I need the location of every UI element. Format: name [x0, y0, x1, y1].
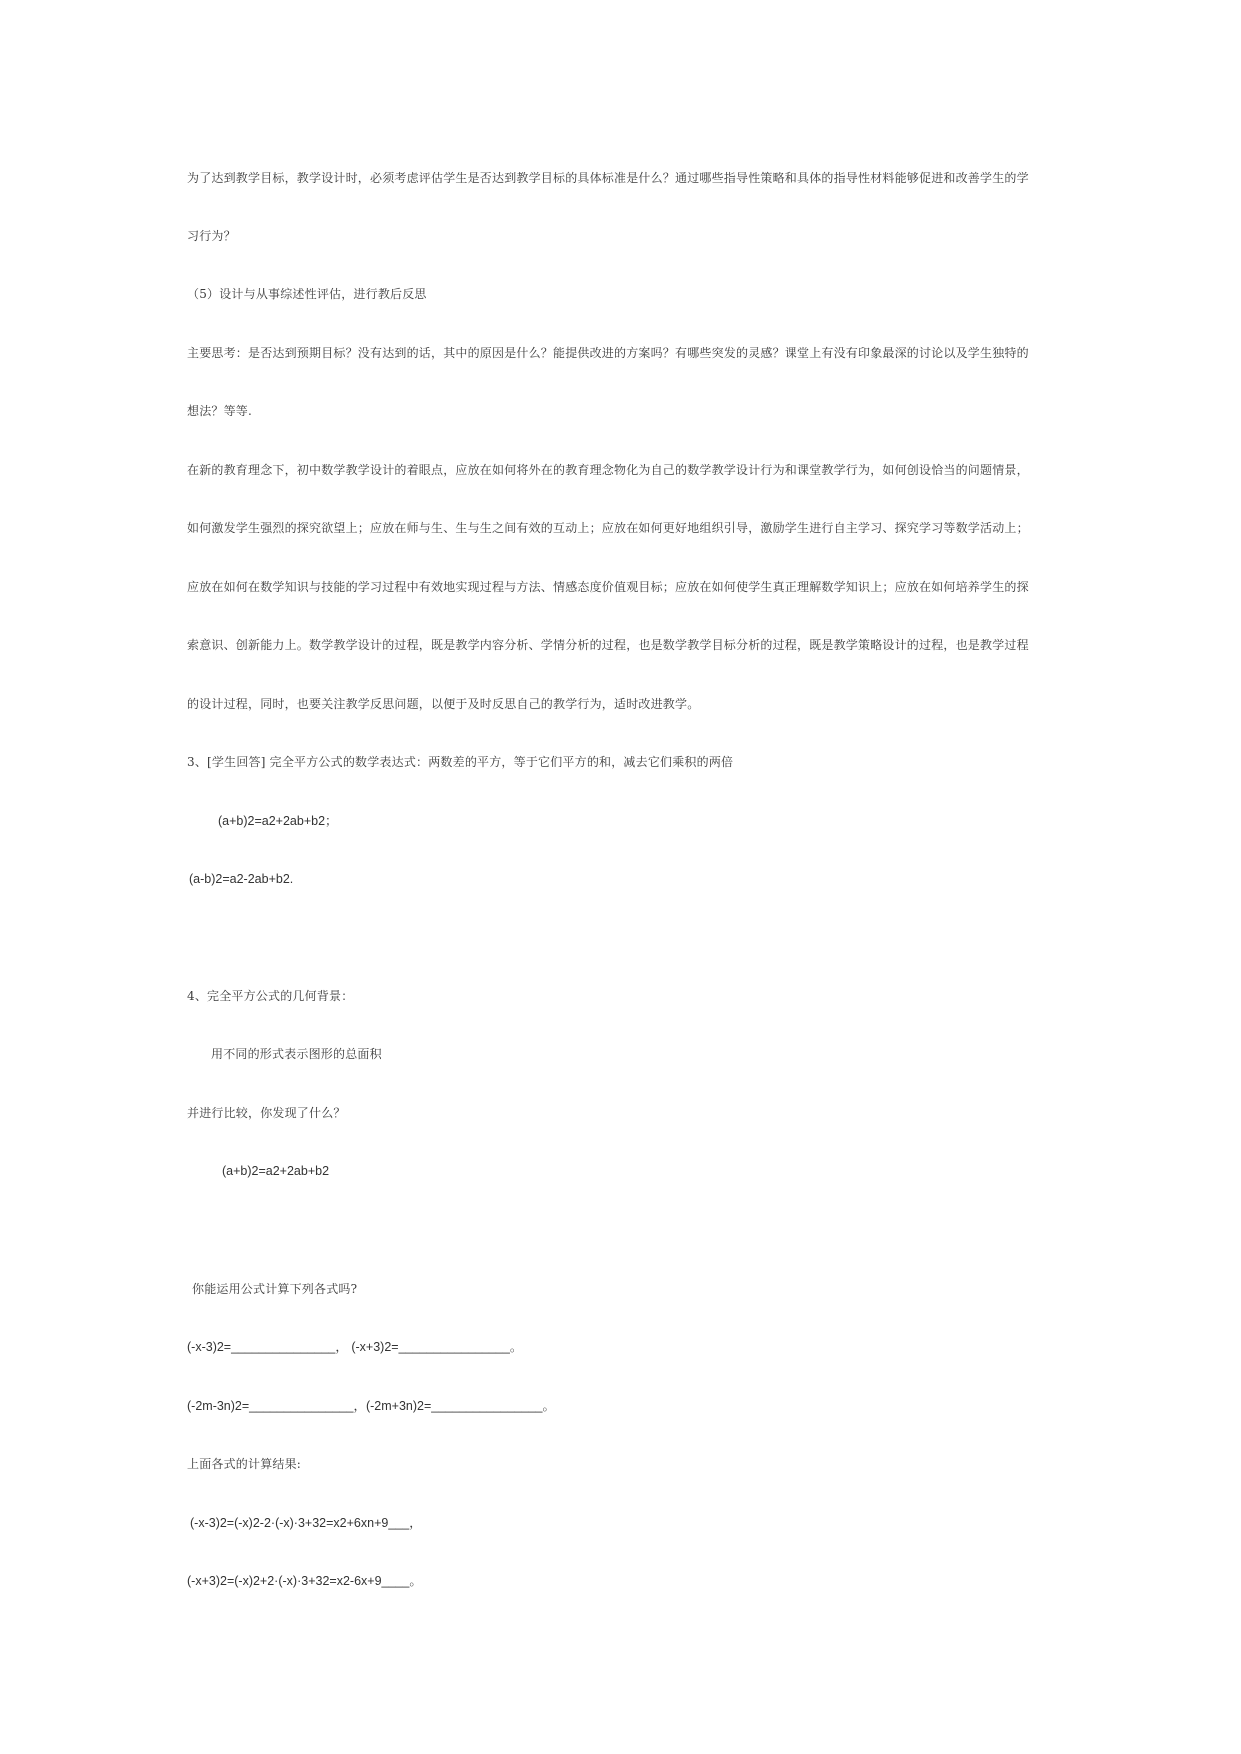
paragraph-line: 习行为？ — [187, 229, 236, 243]
solution-line: (-x+3)2=(-x)2+2·(-x)·3+32=x2-6x+9____。 — [187, 1574, 422, 1588]
paragraph-line: 为了达到教学目标，教学设计时，必须考虑评估学生是否达到教学目标的具体标准是什么？通过哪些指导性策略和具体的指导性材料能够促进和改善学生的学 — [187, 171, 1029, 185]
exercise-line: (-x-3)2=_______________， (-x+3)2=________________。 — [187, 1340, 523, 1354]
paragraph-line: 如何激发学生强烈的探究欲望上；应放在师与生、生与生之间有效的互动上；应放在如何更好地组织引导，激励学生进行自主学习、探究学习等数学活动上； — [187, 521, 1029, 535]
formula-line: (a+b)2=a2+2ab+b2； — [218, 814, 338, 828]
section-heading: 4、完全平方公式的几何背景： — [187, 989, 354, 1003]
paragraph-line: 上面各式的计算结果: — [187, 1457, 302, 1471]
paragraph-line: 主要思考：是否达到预期目标？没有达到的话，其中的原因是什么？能提供改进的方案吗？有哪些突发的灵感？课堂上有没有印象最深的讨论以及学生独特的 — [187, 346, 1029, 360]
question-line: 你能运用公式计算下列各式吗? — [192, 1282, 358, 1296]
paragraph-line: 用不同的形式表示图形的总面积 — [211, 1047, 382, 1061]
paragraph-line: 应放在如何在数学知识与技能的学习过程中有效地实现过程与方法、情感态度价值观目标；应放在如何使学生真正理解数学知识上；应放在如何培养学生的探 — [187, 580, 1029, 594]
paragraph-line: 在新的教育理念下，初中数学教学设计的着眼点，应放在如何将外在的教育理念物化为自己的数学教学设计行为和课堂教学行为，如何创设恰当的问题情景， — [187, 463, 1029, 477]
exercise-line: (-2m-3n)2=_______________，(-2m+3n)2=________________。 — [187, 1399, 555, 1413]
solution-line: (-x-3)2=(-x)2-2·(-x)·3+32=x2+6xn+9___， — [190, 1516, 422, 1530]
paragraph-line: 并进行比较，你发现了什么？ — [187, 1106, 346, 1120]
paragraph-line: 的设计过程，同时，也要关注教学反思问题，以便于及时反思自己的教学行为，适时改进教学。 — [187, 697, 700, 711]
answer-heading: 3、[学生回答] 完全平方公式的数学表达式：两数差的平方，等于它们平方的和，减去它们乘积的两倍 — [187, 755, 734, 769]
paragraph-line: 索意识、创新能力上。数学教学设计的过程，既是教学内容分析、学情分析的过程，也是数学教学目标分析的过程，既是教学策略设计的过程，也是教学过程 — [187, 638, 1029, 652]
paragraph-line: 想法？等等. — [187, 404, 253, 418]
section-heading: （5）设计与从事综述性评估，进行教后反思 — [187, 287, 427, 301]
formula-line: (a+b)2=a2+2ab+b2 — [222, 1164, 330, 1178]
formula-line: (a-b)2=a2-2ab+b2. — [189, 872, 294, 886]
